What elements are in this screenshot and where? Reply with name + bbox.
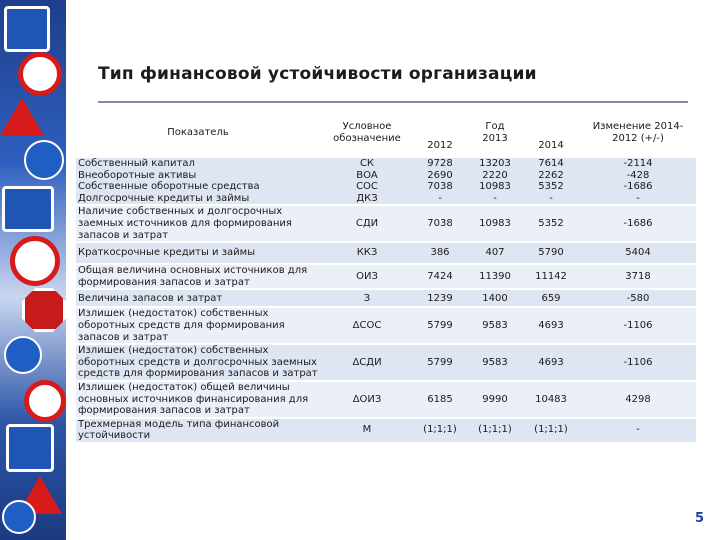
road-sign-icon xyxy=(22,288,66,332)
page-title: Тип финансовой устойчивости организации xyxy=(98,64,537,84)
row-value-2012: 7038 xyxy=(412,181,468,193)
table-row xyxy=(76,170,696,182)
row-symbol: ОИЗ xyxy=(322,264,412,289)
row-value-2014: 5352 xyxy=(522,205,580,242)
row-value-2014: - xyxy=(522,193,580,206)
row-change: - xyxy=(580,193,696,206)
table-body xyxy=(76,158,696,442)
row-value-2013: (1;1;1) xyxy=(468,418,522,442)
row-value-2012: 1239 xyxy=(412,289,468,307)
row-name: Величина запасов и затрат xyxy=(76,289,322,307)
row-value-2012: 6185 xyxy=(412,381,468,418)
row-name: Внеоборотные активы xyxy=(76,170,322,182)
row-change: -1106 xyxy=(580,307,696,344)
row-change: -580 xyxy=(580,289,696,307)
row-symbol: ΔОИЗ xyxy=(322,381,412,418)
row-value-2012: 386 xyxy=(412,242,468,264)
row-change: -1686 xyxy=(580,205,696,242)
row-value-2014: 10483 xyxy=(522,381,580,418)
row-symbol: ΔСДИ xyxy=(322,344,412,381)
row-name: Излишек (недостаток) общей величины основных источников финансирования для формирования запасов и затрат xyxy=(76,381,322,418)
table-row xyxy=(76,381,696,418)
row-symbol: З xyxy=(322,289,412,307)
row-symbol: ККЗ xyxy=(322,242,412,264)
header-change: Изменение 2014-2012 (+/-) xyxy=(580,108,696,158)
header-year-2013 xyxy=(468,108,522,158)
header-symbol: Условное обозначение xyxy=(322,108,412,158)
row-name: Краткосрочные кредиты и займы xyxy=(76,242,322,264)
row-symbol: ΔСОС xyxy=(322,307,412,344)
row-symbol: М xyxy=(322,418,412,442)
row-value-2014: 2262 xyxy=(522,170,580,182)
title-divider xyxy=(98,101,688,103)
row-value-2013: 13203 xyxy=(468,158,522,170)
table-row xyxy=(76,181,696,193)
row-value-2013: 407 xyxy=(468,242,522,264)
row-value-2012: 5799 xyxy=(412,307,468,344)
row-value-2013: - xyxy=(468,193,522,206)
row-name: Собственный капитал xyxy=(76,158,322,170)
table-row xyxy=(76,205,696,242)
row-value-2012: - xyxy=(412,193,468,206)
road-sign-icon xyxy=(24,140,64,180)
row-change: - xyxy=(580,418,696,442)
row-value-2014: 4693 xyxy=(522,344,580,381)
road-sign-icon xyxy=(4,6,50,52)
row-symbol: ВОА xyxy=(322,170,412,182)
road-sign-icon xyxy=(2,500,36,534)
row-value-2014: 5352 xyxy=(522,181,580,193)
row-value-2014: (1;1;1) xyxy=(522,418,580,442)
row-value-2014: 5790 xyxy=(522,242,580,264)
row-value-2013: 9990 xyxy=(468,381,522,418)
table-row xyxy=(76,344,696,381)
road-signs-decoration xyxy=(0,0,66,540)
road-sign-icon xyxy=(6,424,54,472)
row-name: Излишек (недостаток) собственных оборотных средств для формирования запасов и затрат xyxy=(76,307,322,344)
table-row xyxy=(76,264,696,289)
table-row xyxy=(76,158,696,170)
row-symbol: СДИ xyxy=(322,205,412,242)
row-change: -1686 xyxy=(580,181,696,193)
road-sign-icon xyxy=(0,98,44,136)
row-change: -2114 xyxy=(580,158,696,170)
row-value-2013: 10983 xyxy=(468,205,522,242)
row-name: Собственные оборотные средства xyxy=(76,181,322,193)
row-change: 4298 xyxy=(580,381,696,418)
row-name: Наличие собственных и долгосрочных заемных источников для формирования запасов и затрат xyxy=(76,205,322,242)
header-year-2014: 2014 xyxy=(522,108,580,158)
header-indicator: Показатель xyxy=(76,108,322,158)
row-symbol: СОС xyxy=(322,181,412,193)
row-value-2013: 9583 xyxy=(468,344,522,381)
row-value-2013: 10983 xyxy=(468,181,522,193)
row-symbol: ДКЗ xyxy=(322,193,412,206)
row-name: Общая величина основных источников для формирования запасов и затрат xyxy=(76,264,322,289)
row-change: -1106 xyxy=(580,344,696,381)
financial-stability-table xyxy=(76,108,696,442)
row-value-2012: 2690 xyxy=(412,170,468,182)
table-row xyxy=(76,418,696,442)
row-name: Долгосрочные кредиты и займы xyxy=(76,193,322,206)
road-sign-icon xyxy=(4,336,42,374)
row-value-2013: 1400 xyxy=(468,289,522,307)
table-row xyxy=(76,307,696,344)
road-sign-icon xyxy=(24,380,66,422)
header-year-group: Год xyxy=(485,121,505,133)
row-value-2014: 4693 xyxy=(522,307,580,344)
table-row xyxy=(76,193,696,206)
row-value-2012: 9728 xyxy=(412,158,468,170)
row-change: -428 xyxy=(580,170,696,182)
row-value-2013: 9583 xyxy=(468,307,522,344)
row-value-2013: 2220 xyxy=(468,170,522,182)
page-number: 5 xyxy=(694,511,704,526)
road-sign-icon xyxy=(2,186,54,232)
row-value-2014: 11142 xyxy=(522,264,580,289)
row-value-2014: 659 xyxy=(522,289,580,307)
row-symbol: СК xyxy=(322,158,412,170)
row-change: 5404 xyxy=(580,242,696,264)
row-value-2012: 7424 xyxy=(412,264,468,289)
road-sign-icon xyxy=(18,52,62,96)
row-name: Трехмерная модель типа финансовой устойчивости xyxy=(76,418,322,442)
header-year-2013-label: 2013 xyxy=(482,133,508,144)
row-value-2012: 7038 xyxy=(412,205,468,242)
road-sign-icon xyxy=(10,236,60,286)
header-year-2012: 2012 xyxy=(412,108,468,158)
row-value-2012: (1;1;1) xyxy=(412,418,468,442)
table-row xyxy=(76,289,696,307)
row-value-2013: 11390 xyxy=(468,264,522,289)
row-value-2014: 7614 xyxy=(522,158,580,170)
row-change: 3718 xyxy=(580,264,696,289)
row-name: Излишек (недостаток) собственных оборотных средств и долгосрочных заемных средств для формирования запасов и затрат xyxy=(76,344,322,381)
table-row xyxy=(76,242,696,264)
row-value-2012: 5799 xyxy=(412,344,468,381)
